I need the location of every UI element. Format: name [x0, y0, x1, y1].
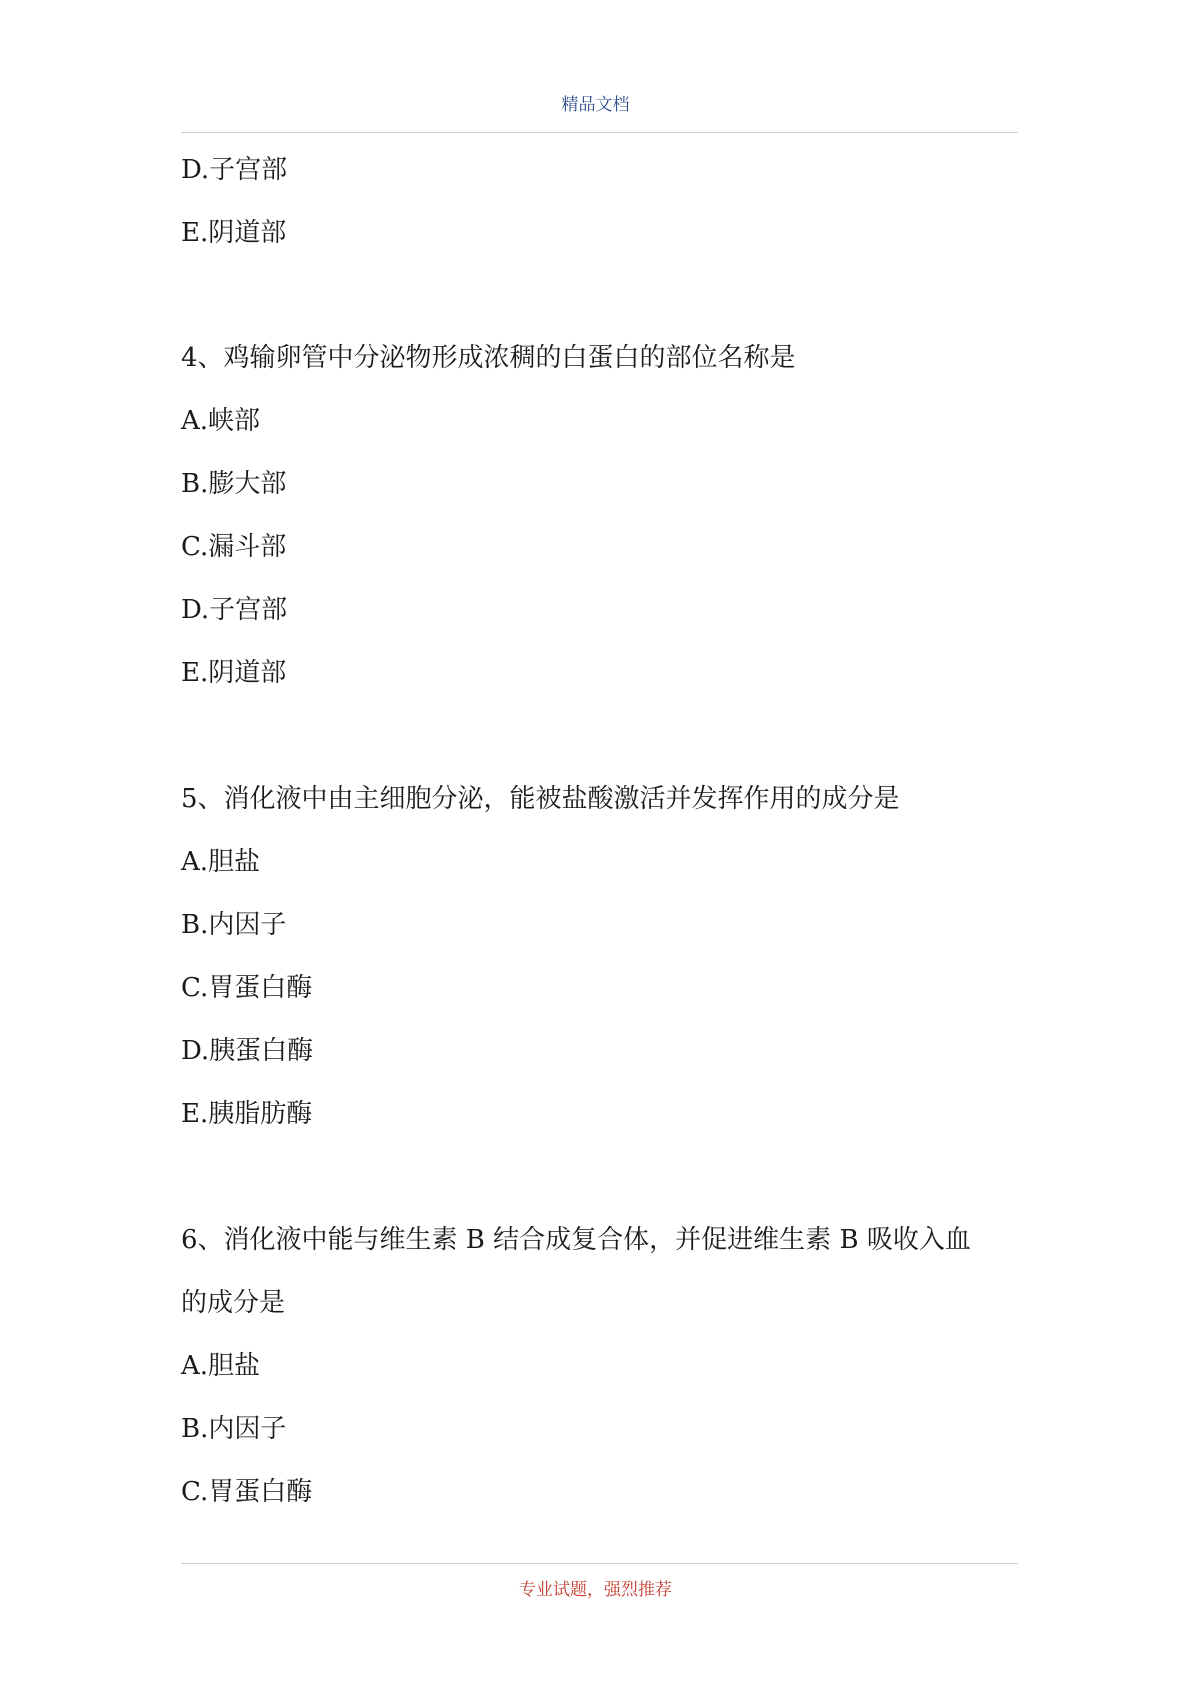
question-6-line-2: 的成分是: [181, 1288, 286, 1318]
option-a-q6: A.胆盐: [181, 1351, 261, 1381]
option-b-q4: B.膨大部: [181, 469, 287, 499]
option-e-q5: E.胰脂肪酶: [181, 1099, 313, 1129]
option-b-q5: B.内因子: [181, 910, 287, 940]
option-c-q6: C.胃蛋白酶: [181, 1477, 313, 1507]
option-c-q5: C.胃蛋白酶: [181, 973, 313, 1003]
question-5: 5、消化液中由主细胞分泌，能被盐酸激活并发挥作用的成分是: [181, 784, 900, 814]
option-d-q5: D.胰蛋白酶: [181, 1036, 314, 1066]
option-a-q4: A.峡部: [181, 406, 261, 436]
option-d-q3: D.子宫部: [181, 155, 288, 185]
option-b-q6: B.内因子: [181, 1414, 287, 1444]
option-d-q4: D.子宫部: [181, 595, 288, 625]
page-header: 精品文档: [561, 95, 630, 115]
option-c-q4: C.漏斗部: [181, 532, 287, 562]
option-e-q3: E.阴道部: [181, 218, 287, 248]
header-divider: [181, 132, 1018, 133]
question-4: 4、鸡输卵管中分泌物形成浓稠的白蛋白的部位名称是: [181, 343, 796, 373]
page-footer: 专业试题，强烈推荐: [519, 1580, 672, 1600]
footer-divider: [181, 1563, 1018, 1564]
option-e-q4: E.阴道部: [181, 658, 287, 688]
option-a-q5: A.胆盐: [181, 847, 261, 877]
question-6-line-1: 6、消化液中能与维生素 B 结合成复合体，并促进维生素 B 吸收入血: [181, 1225, 971, 1255]
